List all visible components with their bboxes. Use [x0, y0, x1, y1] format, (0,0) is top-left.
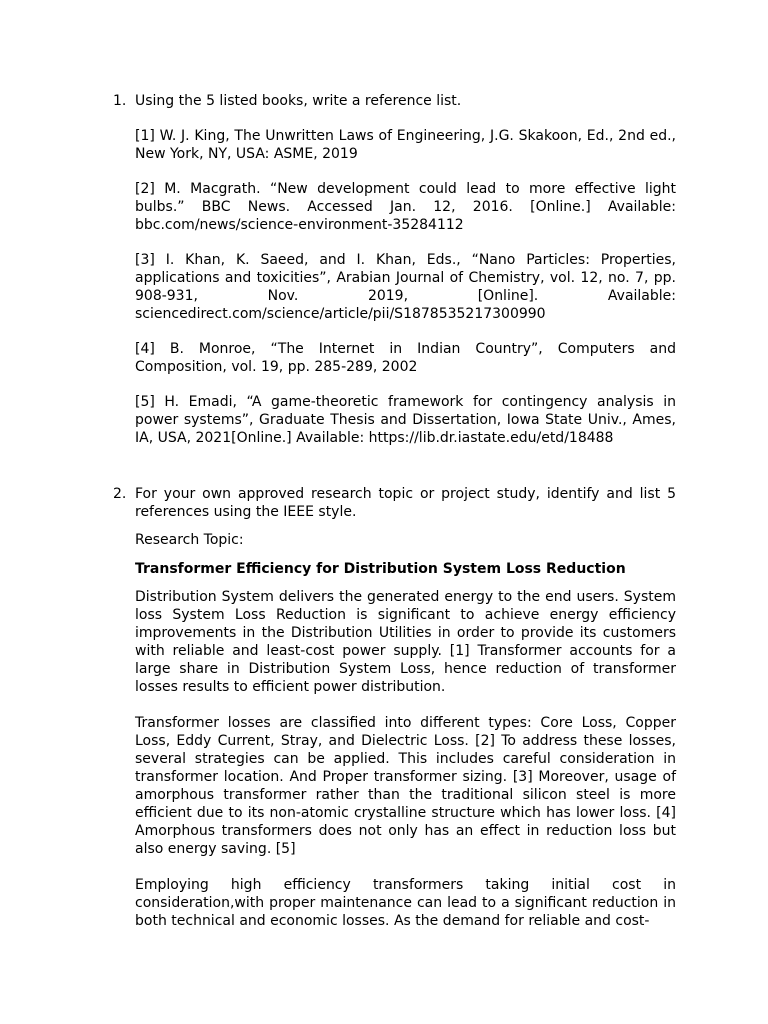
reference-entry: [4] B. Monroe, “The Internet in Indian Country”, Computers and Composition, vol. 19, pp. 285-289, 2002: [135, 341, 676, 375]
body-paragraph: Employing high efficiency transformers taking initial cost in consideration,with proper maintenance can lead to a significant reduction in both technical and economic losses. As the demand for reliable and cost-: [135, 877, 676, 929]
list-item-1: [113, 92, 677, 447]
question-heading: Using the 5 listed books, write a reference list.: [135, 93, 462, 109]
reference-entry: [1] W. J. King, The Unwritten Laws of Engineering, J.G. Skakoon, Ed., 2nd ed., New York, NY, USA: ASME, 2019: [135, 128, 676, 162]
list-item-2: [113, 485, 677, 930]
reference-entry: [5] H. Emadi, “A game-theoretic framework for contingency analysis in power systems”, Graduate Thesis and Dissertation, Iowa State Univ., Ames, IA, USA, 2021[Online.] Available: https://lib.dr.iastate.edu/etd/18488: [135, 394, 676, 446]
reference-entry: [3] I. Khan, K. Saeed, and I. Khan, Eds., “Nano Particles: Properties, applications and toxicities”, Arabian Journal of Chemistry, vol. 12, no. 7, pp. 908-931, Nov. 2019, [Online]. Available: sciencedirect.com/science/article/pii/S1878535217300990: [135, 252, 676, 322]
research-topic-title: Transformer Efficiency for Distribution System Loss Reduction: [135, 561, 626, 577]
list-number: 1.: [113, 93, 127, 109]
list-item-body: [135, 485, 676, 930]
research-topic-label: Research Topic:: [135, 532, 244, 548]
question-heading: For your own approved research topic or project study, identify and list 5 references using the IEEE style.: [135, 486, 676, 520]
body-paragraph: Distribution System delivers the generated energy to the end users. System loss System Loss Reduction is significant to achieve energy efficiency improvements in the Distribution Utilities in order to provide its customers with reliable and least-cost power supply. [1] Transformer accounts for a large share in Distribution System Loss, hence reduction of transformer losses results to efficient power distribution.: [135, 589, 676, 695]
list-item-body: [135, 92, 676, 447]
list-number: 2.: [113, 486, 127, 502]
body-paragraph: Transformer losses are classified into different types: Core Loss, Copper Loss, Eddy Current, Stray, and Dielectric Loss. [2] To address these losses, several strategies can be applied. This includes careful consideration in transformer location. And Proper transformer sizing. [3] Moreover, usage of amorphous transformer rather than the traditional silicon steel is more efficient due to its non-atomic crystalline structure which has lower loss. [4] Amorphous transformers does not only has an effect in reduction loss but also energy saving. [5]: [135, 715, 676, 857]
reference-entry: [2] M. Macgrath. “New development could lead to more effective light bulbs.” BBC News. Accessed Jan. 12, 2016. [Online.] Available: bbc.com/news/science-environment-35284112: [135, 181, 676, 233]
